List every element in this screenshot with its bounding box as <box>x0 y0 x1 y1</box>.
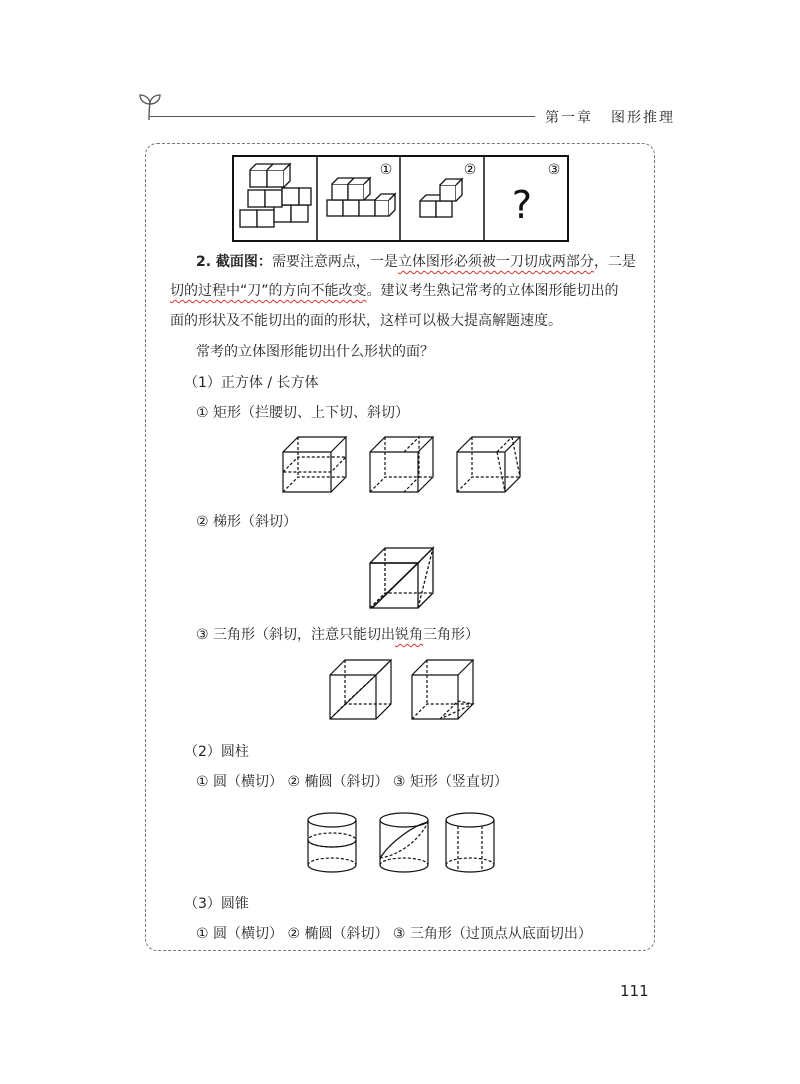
section2-question: 常考的立体图形能切出什么形状的面？ <box>196 344 434 360</box>
puzzle-label-3: ③ <box>547 162 561 178</box>
section2-line2-emphasis: 切的过程中“刀”的方向不能改变 <box>170 283 367 299</box>
cone-items: ① 圆（横切） ② 椭圆（斜切） ③ 三角形（过顶点从底面切出） <box>196 926 592 942</box>
cube-trap-label: ② 梯形（斜切） <box>196 514 298 530</box>
cylinder-items: ① 圆（横切） ② 椭圆（斜切） ③ 矩形（竖直切） <box>196 774 508 790</box>
cylinder-heading: （2）圆柱 <box>184 744 249 760</box>
section2-line3: 面的形状及不能切出的面的形状，这样可以极大提高解题速度。 <box>170 313 562 329</box>
cube-rect-label: ① 矩形（拦腰切、上下切、斜切） <box>196 405 410 421</box>
cube-tri-label-c: 三角形） <box>423 627 480 643</box>
puzzle-label-2: ② <box>463 162 477 178</box>
page-number: 111 <box>620 982 649 1000</box>
section2-title: 2. 截面图： <box>196 254 272 270</box>
section2-line2-b: 。建议考生熟记常考的立体图形能切出的 <box>366 283 619 299</box>
cube-tri-label-a: ③ 三角形（斜切，注意只能切出 <box>196 627 396 643</box>
puzzle-label-1: ① <box>379 162 393 178</box>
section2-line1-a: 需要注意两点，一是 <box>271 254 398 270</box>
cube-heading: （1）正方体 / 长方体 <box>184 375 319 391</box>
chapter-number: 第一章 <box>545 110 593 126</box>
section2-line1-c: ，二是 <box>593 254 636 270</box>
chapter-title: 图形推理 <box>611 110 675 126</box>
puzzle-question-mark: ? <box>511 183 533 227</box>
section2-line1-emphasis: 立体图形必须被一刀切成两部分 <box>397 254 594 270</box>
cone-heading: （3）圆锥 <box>184 896 249 912</box>
cube-tri-label-emphasis: 锐角 <box>395 627 424 643</box>
